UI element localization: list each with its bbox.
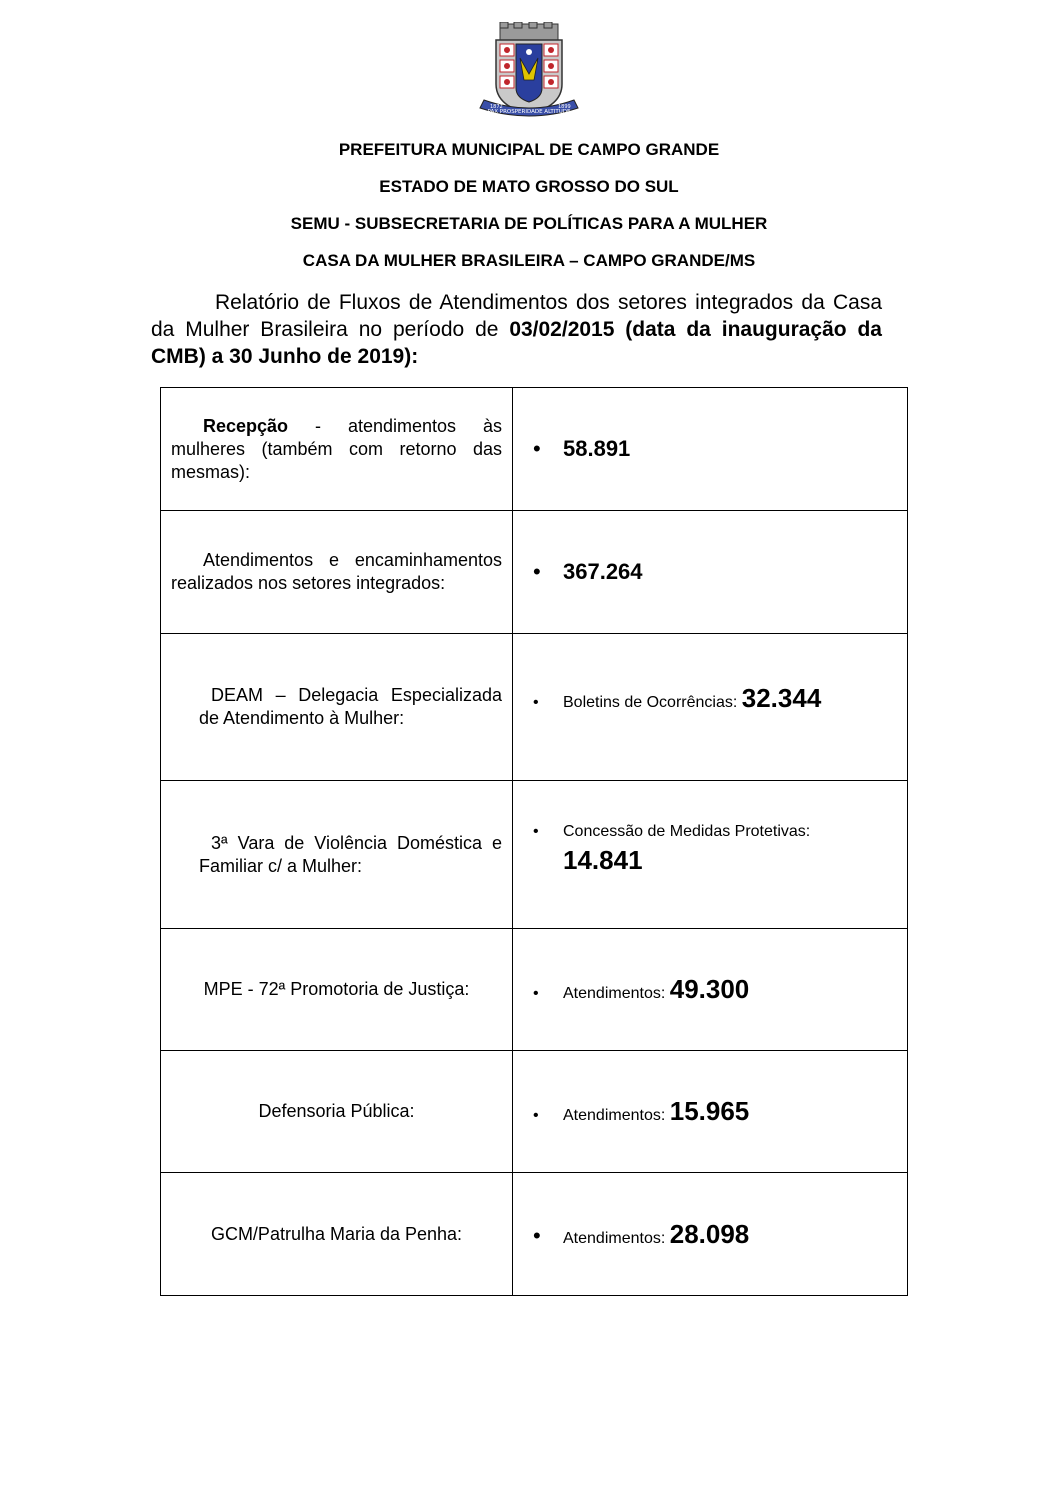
row-value-label: Concessão de Medidas Protetivas: (563, 823, 811, 840)
table-row (161, 929, 908, 1051)
table-row (161, 781, 908, 929)
row-label: 3ª Vara de Violência Doméstica e Familiar c/ a Mulher: (199, 832, 502, 876)
intro-period: 03/02/2015 (data da inauguração da CMB) a 30 Junho de 2019): (151, 318, 882, 368)
row-value-cell (513, 511, 908, 634)
table-row (161, 1173, 908, 1296)
bullet-icon: • (533, 1107, 539, 1124)
row-value: 367.264 (563, 559, 643, 584)
table-row (161, 634, 908, 781)
crest-year-left: 1872 (490, 104, 503, 110)
row-label-cell (161, 781, 513, 929)
row-label-bold: Recepção (203, 415, 289, 436)
crest-year-right: 1899 (558, 104, 571, 110)
bullet-icon: • (533, 436, 541, 461)
row-value: 28.098 (669, 1218, 750, 1249)
table-row (161, 388, 908, 511)
row-label-cell (161, 929, 513, 1051)
bullet-icon: • (533, 693, 539, 711)
header-casa: CASA DA MULHER BRASILEIRA – CAMPO GRANDE/MS (302, 251, 756, 270)
header-semu: SEMU - SUBSECRETARIA DE POLÍTICAS PARA A MULHER (290, 214, 768, 233)
row-label-cell (161, 511, 513, 634)
row-value-cell (513, 1051, 908, 1173)
row-value: 49.300 (669, 974, 750, 1004)
row-label: - atendimentos às mulheres (também com retorno das mesmas): (171, 415, 502, 482)
row-value-cell (513, 781, 908, 929)
row-value-cell (513, 634, 908, 781)
bullet-icon: • (533, 985, 539, 1002)
row-value-label: Boletins de Ocorrências: (563, 693, 742, 711)
crest-motto: PAX PROSPERIDADE ALTITUDE (487, 109, 571, 115)
row-label: DEAM – Delegacia Especializada de Atendimento à Mulher: (199, 685, 502, 728)
row-value: 58.891 (563, 436, 631, 461)
bullet-icon: • (533, 823, 539, 840)
intro-paragraph (151, 289, 882, 370)
bullet-icon: • (533, 559, 541, 584)
bullet-icon: • (533, 1222, 541, 1248)
row-label-cell (161, 634, 513, 781)
row-label-cell (161, 1051, 513, 1173)
row-value: 14.841 (563, 845, 643, 875)
row-label: GCM/Patrulha Maria da Penha: (210, 1223, 463, 1244)
document-header (0, 140, 1058, 288)
row-value: 32.344 (741, 682, 822, 713)
city-crest-logo (474, 22, 584, 122)
table-row (161, 511, 908, 634)
header-prefeitura: PREFEITURA MUNICIPAL DE CAMPO GRANDE (338, 140, 720, 159)
row-value-label: Atendimentos: (563, 1229, 670, 1247)
row-value-cell (513, 929, 908, 1051)
row-value-cell (513, 388, 908, 511)
row-label-cell (161, 388, 513, 511)
row-label: Defensoria Pública: (258, 1101, 415, 1121)
report-table (160, 387, 908, 1296)
row-value: 15.965 (669, 1096, 750, 1126)
header-estado: ESTADO DE MATO GROSSO DO SUL (379, 177, 679, 196)
row-value-label: Atendimentos: (563, 985, 670, 1002)
row-label: MPE - 72ª Promotoria de Justiça: (203, 979, 470, 999)
row-value-label: Atendimentos: (563, 1107, 670, 1124)
table-row (161, 1051, 908, 1173)
row-value-cell (513, 1173, 908, 1296)
row-label-cell (161, 1173, 513, 1296)
row-label: Atendimentos e encaminhamentos realizados nos setores integrados: (171, 550, 502, 593)
intro-text: Relatório de Fluxos de Atendimentos dos setores integrados da Casa da Mulher Brasileira no período de (151, 291, 882, 341)
